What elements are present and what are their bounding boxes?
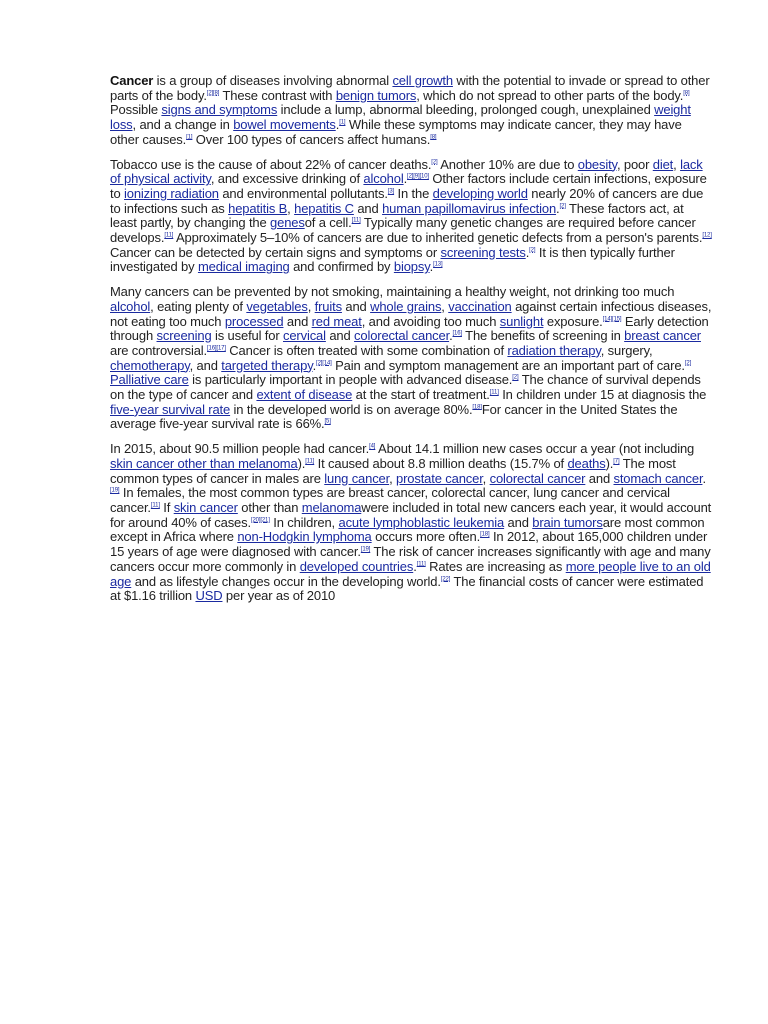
citation-ref[interactable]: [13] [433,262,443,269]
wiki-link[interactable]: skin cancer [173,499,238,515]
wiki-link[interactable]: melanoma [301,499,362,515]
text-run: , [389,470,397,486]
citation-ref[interactable]: [16][17] [207,345,226,352]
citation-ref[interactable]: [19] [360,546,371,553]
text-run: Early detection through [110,313,709,344]
wiki-link[interactable]: developed countries [299,558,414,574]
text-run: and as lifestyle changes occur in the developing world. [131,573,441,589]
citation-ref[interactable]: [11] [305,458,315,465]
wiki-link[interactable]: hepatitis C [294,200,354,216]
text-run: , poor [616,156,653,172]
text-run: are most common except in Africa where [110,514,705,545]
text-run: , [307,298,315,314]
text-run: The financial costs of cancer were estimated at $1.16 trillion [110,573,704,604]
wiki-link[interactable]: diet [652,156,674,172]
citation-ref[interactable]: [11] [150,502,160,509]
text-run: The benefits of screening in [461,328,625,344]
citation-ref[interactable]: [4] [369,443,376,450]
text-run: , [441,298,449,314]
text-run: It is then typically further investigated by [110,244,675,275]
text-run: Approximately 5–10% of cancers are due to inherited genetic defects from a person's parents. [173,230,703,246]
citation-ref[interactable]: [1] [186,134,193,141]
article-body [110,74,713,614]
wiki-link[interactable]: colorectal cancer [489,470,586,486]
wiki-link[interactable]: deaths [567,455,606,471]
text-run: other than [237,499,302,515]
text-run: , and a change in [132,117,234,133]
text-run: In children under 15 at diagnosis the [498,387,707,403]
text-run: In 2015, about 90.5 million people had cancer. [110,441,370,457]
citation-ref[interactable]: [19] [110,487,120,494]
citation-ref[interactable]: [5] [324,419,331,426]
text-run: In females, the most common types are breast cancer, colorectal cancer, lung cancer and cervical cancer. [110,485,670,515]
text-run: . [403,171,408,187]
text-run: These factors act, at least partly, by changing the [110,200,684,231]
wiki-link[interactable]: genes [270,215,305,231]
wiki-link[interactable]: extent of disease [256,387,353,403]
wiki-link[interactable]: weight loss [110,102,691,133]
wiki-link[interactable]: ionizing radiation [124,185,219,201]
text-run: Cancer is often treated with some combination of [225,342,508,358]
citation-ref[interactable]: [18] [472,404,482,411]
citation-ref[interactable]: [2] [684,360,692,367]
text-run: . [312,357,317,373]
text-run: Cancer can be detected by certain signs and symptoms or [110,244,441,260]
citation-ref[interactable]: [11] [351,218,361,224]
paragraph-epidemiology [110,442,713,604]
text-run: Tobacco use is the cause of about 22% of cancer deaths. [110,156,432,172]
citation-ref[interactable]: [22] [440,576,451,583]
wiki-link[interactable]: processed [224,313,284,329]
wiki-link[interactable]: chemotherapy [110,357,190,373]
citation-ref[interactable]: [2][8] [206,90,220,97]
text-run: For cancer in the United States the average five-year survival rate is 66%. [110,401,678,432]
paragraph-causes [110,158,713,276]
text-run: . [702,470,706,486]
text-run: ). [297,455,306,471]
wiki-link[interactable]: screening [156,328,212,344]
citation-ref[interactable]: [2] [529,247,536,254]
text-run: and [283,313,312,329]
text-run: at the start of treatment. [352,387,490,403]
text-run: . [556,200,560,216]
citation-ref[interactable]: [7] [613,458,620,465]
text-run: Over 100 types of cancers affect humans. [192,131,431,147]
text-run: , [482,470,490,486]
citation-ref[interactable]: [2][14] [316,360,332,367]
text-run: of a cell. [304,215,352,231]
wiki-link[interactable]: USD [195,588,223,604]
paragraph-prevention-treatment [110,285,713,432]
text-run: Typically many genetic changes are required before cancer develops. [110,215,696,246]
wiki-link[interactable]: colorectal cancer [354,328,450,344]
wiki-link[interactable]: fruits [314,298,342,314]
text-run: is particularly important in people with advanced disease. [188,372,513,388]
citation-ref[interactable]: [20][21] [250,517,270,524]
text-run: , eating plenty of [150,298,247,314]
text-run: Pain and symptom management are an important part of care. [331,357,685,373]
text-run: Another 10% are due to [437,156,578,172]
wiki-link[interactable]: radiation therapy [507,342,601,358]
text-run: Many cancers can be prevented by not smoking, maintaining a healthy weight, not drinking too much [110,284,675,300]
text-run: In the [394,185,433,201]
wiki-link[interactable]: five-year survival rate [110,401,231,417]
bold-term: Cancer [110,73,154,88]
text-run: , [287,200,295,216]
text-run: In children, [269,514,339,530]
text-run: In 2012, about 165,000 children under 15 years of age were diagnosed with cancer. [110,529,708,560]
wiki-link[interactable]: Palliative care [110,372,189,388]
text-run: ). [605,455,614,471]
wiki-link[interactable]: prostate cancer [396,470,483,486]
text-run: nearly 20% of cancers are due to infections such as [110,185,704,216]
text-run: were included in total new cancers each year, it would account for around 40% of cases. [110,499,712,530]
text-run: , which do not spread to other parts of the body. [416,87,684,103]
text-run: and confirmed by [289,259,394,275]
text-run: While these symptoms may indicate cancer, they may have other causes. [110,117,682,147]
wiki-link[interactable]: cervical [283,328,326,344]
wiki-link[interactable]: lack of physical activity [110,156,703,187]
text-run: , and [189,357,222,373]
wiki-link[interactable]: medical imaging [197,259,290,275]
text-run: are controversial. [110,342,208,358]
text-run: . [525,244,530,260]
text-run: About 14.1 million new cases occur a year (not including [375,441,695,457]
text-run: with the potential to invade or spread to other parts of the body. [110,73,710,103]
text-run: The chance of survival depends on the type of cancer and [110,372,701,403]
wiki-link[interactable]: bowel movements [233,117,336,133]
wiki-link[interactable]: skin cancer other than melanoma [110,455,298,471]
wiki-link[interactable]: non-Hodgkin lymphoma [237,529,372,545]
text-run: and [353,200,383,216]
citation-ref[interactable]: [2] [512,375,519,382]
wiki-link[interactable]: vegetables [246,298,308,314]
citation-ref[interactable]: [8] [430,134,437,141]
citation-ref[interactable]: [2][9][10] [407,173,429,180]
text-run: . [449,328,453,344]
citation-ref[interactable]: [16] [452,330,462,337]
wiki-link[interactable]: alcohol [363,171,404,187]
citation-ref[interactable]: [11] [489,389,499,396]
citation-ref[interactable]: [2] [559,203,566,210]
text-run: , surgery, [600,342,653,358]
text-run: The most common types of cancer in males are [110,455,676,486]
text-run: is useful for [211,328,283,344]
text-run: . [413,558,417,574]
text-run: Possible [110,102,162,118]
text-run: . [335,117,340,133]
wiki-link[interactable]: human papillomavirus infection [382,200,557,216]
wiki-link[interactable]: targeted therapy [221,357,313,373]
wiki-link[interactable]: more people live to an old age [110,558,711,589]
wiki-link[interactable]: alcohol [110,298,151,314]
text-run: is a group of diseases involving abnormal [153,73,393,88]
citation-ref[interactable]: [12] [702,232,712,239]
citation-ref[interactable]: [11] [416,561,426,568]
text-run: and [585,470,614,486]
text-run: The risk of cancer increases significantly with age and many cancers occur more commonly in [110,544,711,574]
wiki-link[interactable]: red meat [311,313,362,329]
text-run: exposure. [543,313,603,329]
citation-ref[interactable]: [11] [164,232,174,239]
wiki-link[interactable]: acute lymphoblastic leukemia [338,514,505,530]
text-run: . [429,259,434,275]
wiki-link[interactable]: signs and symptoms [161,102,278,118]
citation-ref[interactable]: [8] [683,90,690,97]
text-run: in the developed world is on average 80%. [230,401,473,417]
wiki-link[interactable]: screening tests [440,244,526,260]
wiki-link[interactable]: stomach cancer [613,470,703,486]
wiki-link[interactable]: brain tumors [532,514,603,530]
text-run: include a lump, abnormal bleeding, prolonged cough, unexplained [277,102,655,118]
citation-ref[interactable]: [1] [339,119,346,126]
text-run: , and excessive drinking of [210,171,364,187]
wiki-link[interactable]: biopsy [393,259,430,275]
text-run: and [341,298,371,314]
wiki-link[interactable]: hepatitis B [228,200,288,216]
paragraph-intro [110,74,713,148]
text-run: against certain infectious diseases, not eating too much [110,298,712,329]
text-run: per year as of 2010 [222,588,336,604]
wiki-link[interactable]: developing world [432,185,528,201]
wiki-link[interactable]: whole grains [370,298,442,314]
text-run: Rates are increasing as [425,558,566,574]
citation-ref[interactable]: [3] [387,188,395,195]
text-run: It caused about 8.8 million deaths (15.7% of [314,455,568,471]
text-run: These contrast with [219,87,336,103]
citation-ref[interactable]: [14][15] [602,316,622,323]
text-run: , [673,156,681,172]
wiki-link[interactable]: cell growth [392,73,453,88]
wiki-link[interactable]: breast cancer [624,328,701,344]
wiki-link[interactable]: vaccination [448,298,512,314]
text-run: occurs more often. [371,529,481,545]
text-run: and [504,514,533,530]
text-run: If [159,499,174,515]
text-run: Other factors include certain infections, exposure to [110,171,707,201]
text-run: , and avoiding too much [361,313,500,329]
citation-ref[interactable]: [18] [480,532,490,539]
text-run: and [325,328,355,344]
wiki-link[interactable]: obesity [577,156,617,172]
wiki-link[interactable]: sunlight [499,313,544,329]
wiki-link[interactable]: lung cancer [324,470,390,486]
text-run: and environmental pollutants. [218,185,388,201]
citation-ref[interactable]: [2] [431,159,438,166]
wiki-link[interactable]: benign tumors [335,87,417,103]
